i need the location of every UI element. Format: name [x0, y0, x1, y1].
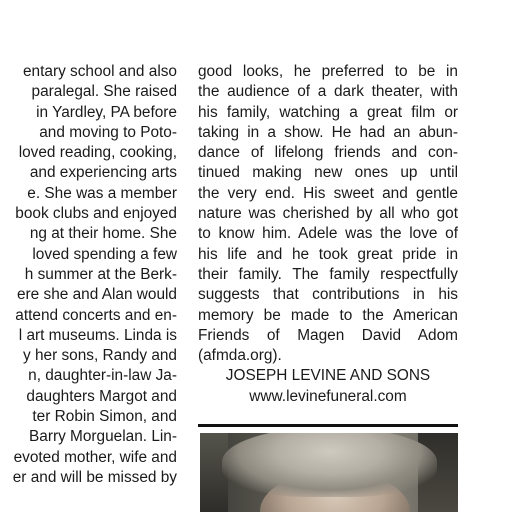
text-line: dance of lifelong friends and con- [198, 144, 458, 162]
text-line: the audience of a dark theater, with [198, 83, 458, 101]
text-line: paralegal. She raised [31, 83, 177, 101]
text-line: Friends of Magen David Adom [198, 326, 458, 344]
text-line: ter Robin Simon, and [32, 408, 177, 426]
text-line: (afmda.org). [198, 347, 282, 365]
text-line: their family. The family respectfully [198, 265, 458, 283]
text-line: good looks, he preferred to be in [198, 63, 458, 80]
left-column-text [0, 62, 177, 488]
text-line: attend concerts and en- [15, 306, 177, 324]
text-line: e. She was a member [27, 184, 177, 202]
text-line: and experiencing arts [29, 164, 177, 182]
text-line: daughters Margot and [26, 387, 177, 405]
text-line: his life and he took great pride in [198, 245, 458, 263]
text-line: n, daughter-in-law Ja- [28, 367, 177, 385]
text-line: loved reading, cooking, [18, 144, 177, 162]
text-line: to know him. Adele was the love of [198, 225, 458, 243]
text-line: Barry Morguelan. Lin- [29, 428, 177, 446]
text-line: memory be made to the American [198, 306, 458, 324]
section-divider [198, 424, 458, 427]
text-line: in Yardley, PA before [36, 103, 177, 121]
funeral-home-url: www.levinefuneral.com [249, 387, 407, 405]
text-line: taking in a show. He had an abun- [198, 123, 458, 141]
text-line: ng at their home. She [29, 225, 177, 243]
portrait-hair [222, 433, 437, 497]
text-line: loved spending a few [32, 245, 177, 263]
text-line: evoted mother, wife and [13, 448, 177, 466]
text-line: nature was cherished by all who got [198, 205, 458, 223]
text-line: h summer at the Berk- [24, 265, 177, 283]
right-column-text [198, 62, 458, 407]
text-line: suggests that contributions in his [198, 286, 458, 304]
text-line: y her sons, Randy and [23, 347, 177, 365]
portrait-photo [200, 433, 458, 512]
text-line: ere she and Alan would [16, 286, 177, 304]
text-line: er and will be missed by [12, 468, 177, 486]
text-line: the very end. His sweet and gentle [198, 184, 458, 202]
text-line: his family, watching a great film or [198, 103, 458, 121]
text-line: and moving to Poto- [39, 123, 177, 141]
text-line: entary school and also [22, 63, 177, 80]
text-line: book clubs and enjoyed [15, 205, 177, 223]
text-line: l art museums. Linda is [18, 326, 177, 344]
text-line: tinued making new ones up until [198, 164, 458, 182]
funeral-home-name: JOSEPH LEVINE AND SONS [225, 367, 431, 385]
